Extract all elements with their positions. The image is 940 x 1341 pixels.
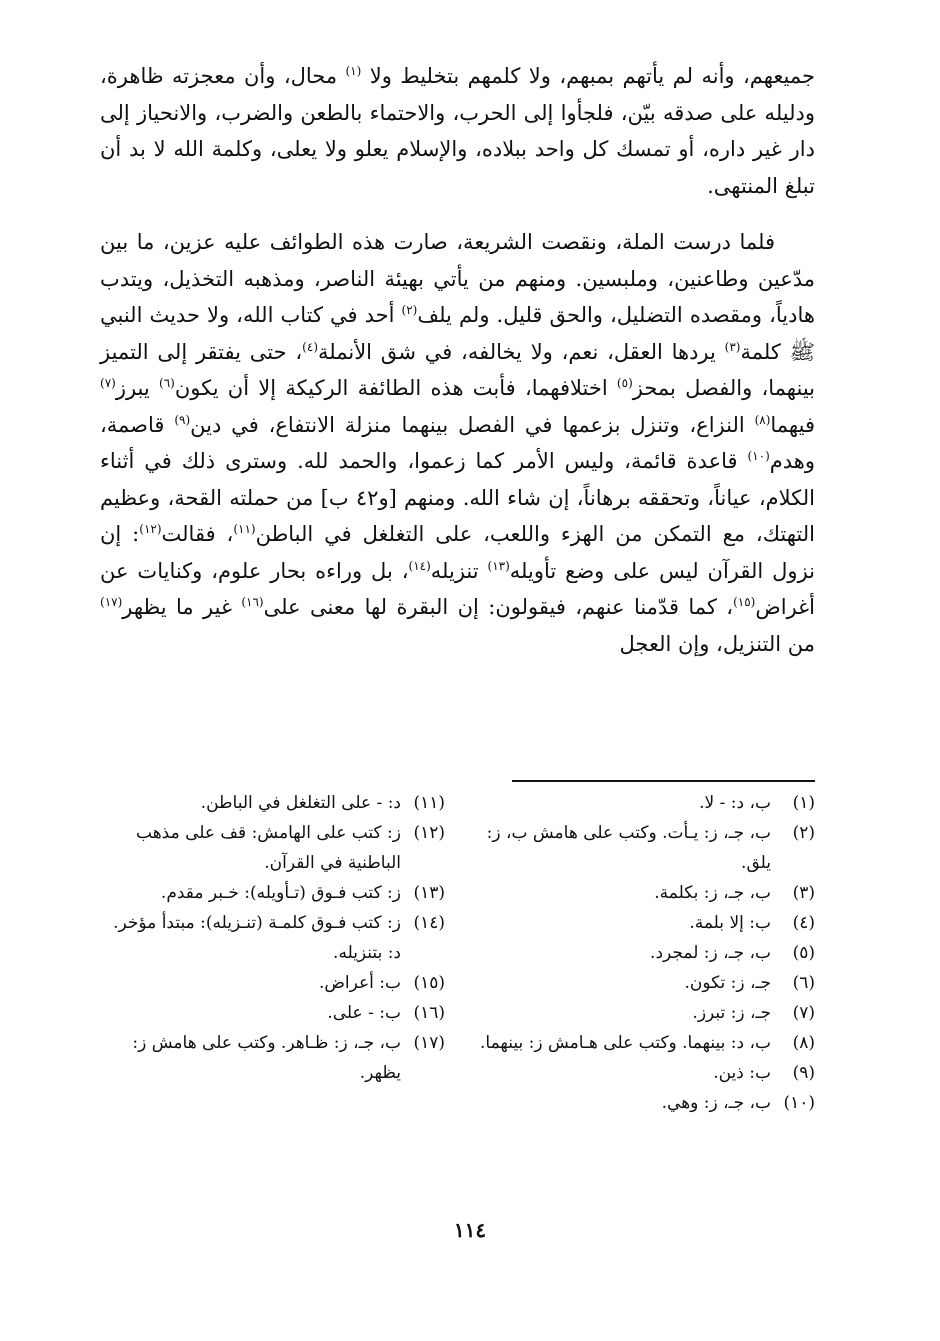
footnote-text: ز: كتب فـوق (تـأويله): خـبر مقدم. <box>160 883 401 903</box>
text-segment: يبرز <box>115 376 159 400</box>
footnote-ref: (٦) <box>159 376 175 390</box>
footnote-ref: (٩) <box>174 412 191 427</box>
footnote-ref: (١٤) <box>408 558 431 573</box>
footnote-text: ب، جـ، ز: وهي. <box>661 1093 771 1113</box>
text-segment: تنزيله <box>430 558 488 583</box>
footnote-separator <box>512 780 815 782</box>
footnote-ref: (٧) <box>100 376 116 390</box>
text-segment: : إن نزول القرآن ليس على وضع تأويله <box>100 522 815 583</box>
footnote-text: ز: كتب على الهامش: قف على مذهب الباطنية في القرآن. <box>136 823 401 873</box>
footnote <box>480 908 815 938</box>
footnote <box>100 788 445 818</box>
footnote-number: (١١) <box>413 793 445 813</box>
footnote-ref: (١٥) <box>733 595 756 609</box>
text-segment: ، فقالت <box>161 522 234 546</box>
paragraph-1 <box>100 58 815 204</box>
text-segment: ، حتى يفتقر إلى التميز بينهما، والفصل بمحز <box>100 339 816 400</box>
footnote-text: ب، د: - لا. <box>699 793 771 813</box>
text-segment: قاعدة قائمة، وليس الأمر كما زعموا، والحمد لله. وسترى ذلك في أثناء الكلام، عياناً، وتحققه برهاناً، إن شاء الله. ومنهم [و٤٢ ب] من حملته القحة، وعظيم التهتك، مع التمكن من الهزء واللعب، على التغلغل في الباطن <box>100 449 815 546</box>
text-segment: جميعهم، وأنه لم يأتهم بمبهم، ولا كلمهم بتخليط ولا <box>361 64 815 88</box>
footnote-number: (٩) <box>792 1063 815 1083</box>
text-segment: اختلافهما، فأبت هذه الطائفة الركيكة إلا أن يكون <box>174 376 617 400</box>
footnote-number: (١٧) <box>413 1033 445 1053</box>
footnote-text: ب: أعراض. <box>318 973 401 993</box>
footnote <box>100 878 445 908</box>
footnote-number: (٤) <box>792 913 815 933</box>
footnote <box>480 1058 815 1088</box>
text-segment: غير ما يظهر <box>122 595 242 619</box>
footnote <box>100 998 445 1028</box>
footnote <box>480 788 815 818</box>
footnote-number: (٨) <box>792 1033 815 1053</box>
footnote-ref: (١٧) <box>100 595 123 609</box>
footnote-text: ب، جـ، ز: بكلمة. <box>654 883 771 903</box>
footnote-number: (٧) <box>792 1003 815 1023</box>
footnote-number: (١٣) <box>413 883 445 903</box>
text-segment: محال، وأن معجزته ظاهرة، ودليله على صدقه بيّن، فلجأوا إلى الحرب، والاحتماء بالطعن والضرب، والانحياز إلى دار غير داره، أو تمسك كل واحد ببلاده، والإسلام يعلو ولا يعلى، وكلمة الله لا بد أن تبلغ المنتهى. <box>100 64 815 198</box>
footnote-text: ب، جـ، ز: لمجرد. <box>650 943 771 963</box>
footnote <box>480 1028 815 1058</box>
footnote-number: (١٦) <box>413 1003 445 1023</box>
footnote-number: (١٠) <box>783 1093 815 1113</box>
footnote-number: (١٤) <box>413 913 445 933</box>
footnote <box>480 878 815 908</box>
footnote <box>100 908 445 968</box>
footnote <box>100 818 445 878</box>
footnote-number: (١٥) <box>413 973 445 993</box>
footnote <box>100 968 445 998</box>
footnote-text: ب: ذين. <box>713 1063 771 1083</box>
text-segment: ، كما قدّمنا عنهم، فيقولون: إن البقرة لها معنى على <box>263 595 734 619</box>
footnote-text: جـ، ز: تبرز. <box>692 1003 771 1023</box>
footnote-ref: (٨) <box>754 412 771 427</box>
footnote-number: (١٢) <box>413 823 445 843</box>
footnote-ref: (١) <box>345 64 362 78</box>
footnote-text: ب: إلا بلمة. <box>689 913 771 933</box>
footnote-ref: (٣) <box>724 339 741 354</box>
footnote-ref: (١٣) <box>487 558 510 573</box>
footnote <box>480 938 815 968</box>
footnote <box>480 818 815 878</box>
text-segment: أحد في كتاب الله، ولا حديث النبي ﷺ كلمة <box>100 303 815 364</box>
footnote-ref: (١٢) <box>139 522 162 536</box>
footnote-number: (١) <box>792 793 815 813</box>
footnote-ref: (٥) <box>616 376 633 390</box>
footnote-number: (٣) <box>792 883 815 903</box>
text-segment: ، بل وراءه بحار علوم، وكنايات عن أغراض <box>100 558 815 619</box>
footnote <box>480 998 815 1028</box>
text-segment: قاصمة، وهدم <box>100 412 815 473</box>
text-segment: النزاع، وتنزل بزعمها في الفصل بينهما منزلة الانتفاع، في دين <box>190 412 755 437</box>
main-text <box>100 58 815 662</box>
footnote-text: ب، جـ، ز: يـأت. وكتب على هامش ب، ز: يلق. <box>486 823 771 873</box>
footnote-text: د: - على التغلغل في الباطن. <box>200 793 401 813</box>
footnote-ref: (٤) <box>302 339 318 354</box>
footnote-text: ز: كتب فـوق كلمـة (تنـزيله): مبتدأ مؤخر. د: بتنزيله. <box>113 913 401 963</box>
text-segment: فلما درست الملة، ونقصت الشريعة، صارت هذه الطوائف عليه عزين، ما بين مدّعين وطاعنين، وملبسين. ومنهم من يأتي بهيئة الناصر، ومذهبه التخذيل، ويتدب هادياً، ومقصده التضليل، والحق قليل. ولم يلف <box>100 230 815 327</box>
page-number: ١١٤ <box>453 1218 487 1242</box>
footnote-ref: (١١) <box>233 522 256 536</box>
text-segment: من التنزيل، وإن العجل <box>619 631 815 656</box>
text-segment: يردها العقل، نعم، ولا يخالفه، في شق الأنملة <box>318 339 725 364</box>
footnote-text: ب، د: بينهما. وكتب على هـامش ز: بينهما. <box>479 1033 771 1053</box>
footnote <box>480 968 815 998</box>
footnotes-left-column <box>100 788 445 1088</box>
footnote-ref: (١٠) <box>747 449 770 463</box>
footnote-number: (٢) <box>792 823 815 843</box>
footnote <box>100 1028 445 1088</box>
text-segment: فيهما <box>770 412 815 437</box>
footnote-ref: (١٦) <box>241 595 264 609</box>
footnote-text: ب: - على. <box>327 1003 401 1023</box>
footnotes-right-column <box>480 788 815 1118</box>
footnote <box>480 1088 815 1118</box>
footnote-number: (٦) <box>792 973 815 993</box>
footnote-text: ب، جـ، ز: ظـاهر. وكتب على هامش ز: يظهر. <box>132 1033 401 1083</box>
footnote-number: (٥) <box>792 943 815 963</box>
footnote-text: جـ، ز: تكون. <box>684 973 771 993</box>
footnote-ref: (٢) <box>401 303 418 317</box>
paragraph-2 <box>100 224 815 662</box>
